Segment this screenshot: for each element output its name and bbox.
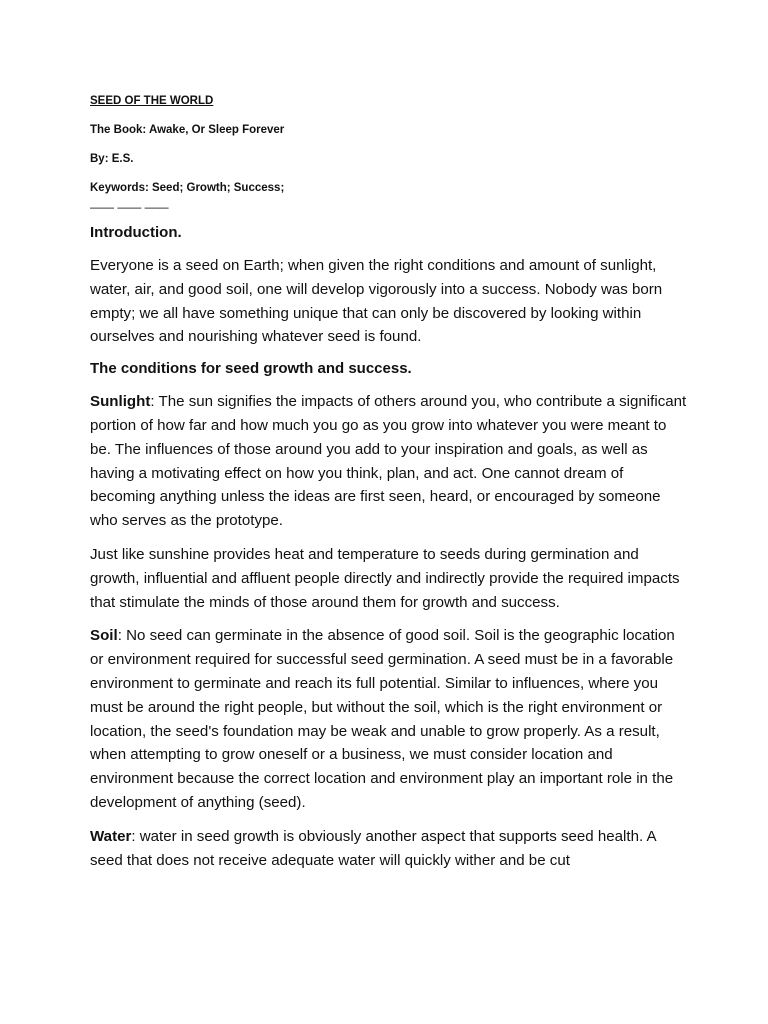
soil-term: Soil	[90, 627, 118, 645]
intro-paragraph: Everyone is a seed on Earth; when given the right conditions and amount of sunlight, water, air, and good soil, one will develop vigorously into a success. Nobody was born empty; we all have something unique that can only be discovered by looking within ourselves and nourishing whatever seed is found.	[90, 257, 663, 346]
document-title-line	[90, 93, 688, 109]
sunlight-term: Sunlight	[90, 393, 151, 411]
soil-text: : No seed can germinate in the absence of good soil. Soil is the geographic location or environment required for successful seed germination. A seed must be in a favorable environment to germinate and reach its full potential. Similar to influences, where you must be around the right people, but without the soil, which is the right environment or location, the seed's foundation may be weak and unable to grow properly. As a result, when attempting to grow oneself or a business, we must consider location and environment because the correct location and environment play an important role in the development of anything (seed).	[90, 627, 675, 811]
water-paragraph	[90, 825, 688, 873]
conditions-heading: The conditions for seed growth and success.	[90, 360, 412, 378]
document-content	[90, 93, 688, 882]
author-line: By: E.S.	[90, 153, 134, 165]
separator-rule: —— —— ——	[90, 200, 169, 214]
keywords-line: Keywords: Seed; Growth; Success;	[90, 182, 285, 194]
soil-paragraph	[90, 624, 688, 814]
water-term: Water	[90, 827, 132, 845]
sunlight-text: : The sun signifies the impacts of others around you, who contribute a significant portion of how far and how much you go as you grow into whatever you were meant to be. The influences of those around you add to your inspiration and goals, as well as having a motivating effect on how you think, plan, and act. One cannot dream of becoming anything unless the ideas are first seen, heard, or encouraged by someone who serves as the prototype.	[90, 393, 687, 530]
document-title: SEED OF THE WORLD	[90, 95, 214, 107]
sunlight-paragraph	[90, 390, 688, 533]
intro-heading: Introduction.	[90, 224, 182, 241]
sunshine-paragraph: Just like sunshine provides heat and temperature to seeds during germination and growth, influential and affluent people directly and indirectly provide the required impacts that stimulate the minds of those around them for growth and success.	[90, 545, 680, 611]
book-line: The Book: Awake, Or Sleep Forever	[90, 124, 285, 136]
water-text: : water in seed growth is obviously another aspect that supports seed health. A seed that does not receive adequate water will quickly wither and be cut	[90, 827, 656, 869]
